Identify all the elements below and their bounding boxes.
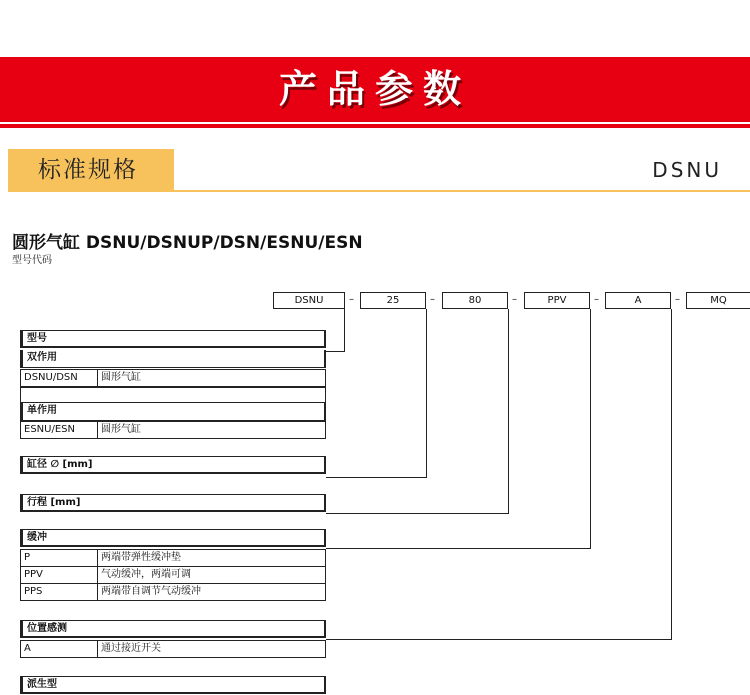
row-key: A xyxy=(21,641,98,658)
doc-subtitle: 型号代码 xyxy=(12,255,52,266)
connector-line xyxy=(590,309,591,549)
code-segment-variant: MQ xyxy=(686,292,750,309)
connector-line xyxy=(326,639,672,640)
group-single-header: 单作用 xyxy=(20,403,326,421)
group-bore-header: 缸径 ∅ [mm] xyxy=(20,456,326,474)
row-key: ESNU/ESN xyxy=(21,422,98,439)
spacer-row xyxy=(20,387,326,403)
connector-line xyxy=(671,309,672,640)
connector-line xyxy=(326,351,345,352)
banner-title: 产品参数 xyxy=(278,67,471,111)
group-variant-header: 派生型 xyxy=(20,676,326,694)
code-segment-type: DSNU xyxy=(273,292,345,309)
connector-line xyxy=(326,477,427,478)
table-row xyxy=(21,550,326,567)
row-value: 两端带自调节气动缓冲 xyxy=(98,584,326,601)
single-acting-table xyxy=(20,421,326,439)
connector-line xyxy=(426,309,427,478)
row-key: DSNU/DSN xyxy=(21,370,98,387)
code-dash: – xyxy=(512,294,517,305)
code-dash: – xyxy=(430,294,435,305)
row-key: PPS xyxy=(21,584,98,601)
code-segment-bore: 25 xyxy=(360,292,426,309)
row-value: 两端带弹性缓冲垫 xyxy=(98,550,326,567)
code-segment-cushion: PPV xyxy=(524,292,590,309)
code-segment-sensing: A xyxy=(605,292,671,309)
table-row xyxy=(21,370,326,387)
sensing-table xyxy=(20,640,326,658)
row-key: P xyxy=(21,550,98,567)
group-stroke-header: 行程 [mm] xyxy=(20,494,326,512)
group-type-header: 型号 xyxy=(20,330,326,348)
cushion-table xyxy=(20,549,326,601)
row-value: 气动缓冲，两端可调 xyxy=(98,567,326,584)
row-value: 圆形气缸 xyxy=(98,422,326,439)
group-sensing-header: 位置感测 xyxy=(20,620,326,638)
table-row xyxy=(21,584,326,601)
code-dash: – xyxy=(349,294,354,305)
code-dash: – xyxy=(675,294,680,305)
connector-line xyxy=(326,548,591,549)
table-row xyxy=(21,422,326,439)
connector-line xyxy=(326,513,509,514)
code-dash: – xyxy=(594,294,599,305)
table-row xyxy=(21,567,326,584)
row-value: 通过接近开关 xyxy=(98,641,326,658)
group-double-header: 双作用 xyxy=(20,350,326,368)
double-acting-table xyxy=(20,369,326,387)
table-row xyxy=(21,641,326,658)
row-value: 圆形气缸 xyxy=(98,370,326,387)
banner-divider xyxy=(0,122,750,124)
row-key: PPV xyxy=(21,567,98,584)
connector-line xyxy=(344,309,345,352)
connector-line xyxy=(508,309,509,514)
doc-title: 圆形气缸 DSNU/DSNUP/DSN/ESNU/ESN xyxy=(12,233,363,253)
code-segment-stroke: 80 xyxy=(442,292,508,309)
model-code: DSNU xyxy=(652,158,722,182)
section-tab: 标准规格 xyxy=(8,149,174,191)
section-underline xyxy=(8,190,750,192)
group-cushion-header: 缓冲 xyxy=(20,529,326,547)
